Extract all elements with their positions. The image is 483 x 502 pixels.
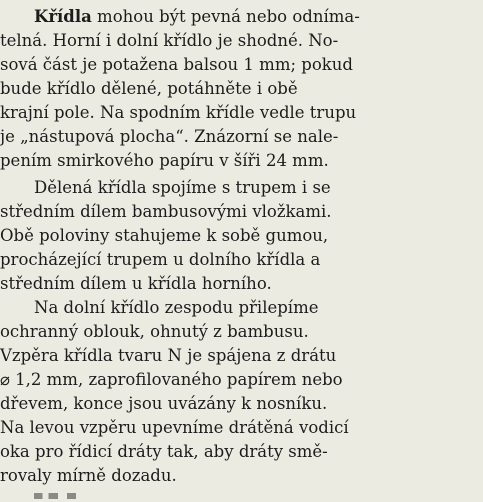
paragraph-2-line-1: Dělená křídla spojíme s trupem i se [34,178,331,197]
paragraph-1-line-6: je „nástupová plocha“. Znázorní se nale- [0,127,339,146]
paragraph-3-line-5: dřevem, konce jsou uvázány k nosníku. [0,394,328,413]
paragraph-3-line-1: Na dolní křídlo zespodu přilepíme [34,298,319,317]
paragraph-3-line-7: oka pro řídicí dráty tak, aby dráty smě- [0,442,328,461]
cropped-next-line [34,493,94,502]
paragraph-1-line-4: bude křídlo dělené, potáhněte i obě [0,79,298,98]
paragraph-2-line-5: středním dílem u křídla horního. [0,274,272,293]
paragraph-1-line-1-text: mohou být pevná nebo odníma- [91,7,360,26]
paragraph-3-line-8: rovaly mírně dozadu. [0,466,177,485]
paragraph-1-line-3: sová část je potažena balsou 1 mm; pokud [0,55,353,74]
paragraph-3-line-6: Na levou vzpěru upevníme drátěná vodicí [0,418,349,437]
paragraph-2-line-4: procházející trupem u dolního křídla a [0,250,321,269]
paragraph-3-line-3: Vzpěra křídla tvaru N je spájena z drátu [0,346,337,365]
paragraph-1-line-5: krajní pole. Na spodním křídle vedle trupu [0,103,357,122]
paragraph-2-line-3: Obě poloviny stahujeme k sobě gumou, [0,226,329,245]
paragraph-3-line-4: ⌀ 1,2 mm, zaprofilovaného papírem nebo [0,370,343,389]
paragraph-3-line-2: ochranný oblouk, ohnutý z bambusu. [0,322,309,341]
paragraph-1-lead-word: Křídla [34,7,92,26]
paragraph-2-line-2: středním dílem bambusovými vložkami. [0,202,332,221]
paragraph-1-line-1 [34,7,360,27]
paragraph-1-line-2: telná. Horní i dolní křídlo je shodné. No- [0,31,339,50]
cropped-previous-line [120,0,270,1]
paragraph-1-line-7: pením smirkového papíru v šíři 24 mm. [0,151,329,170]
